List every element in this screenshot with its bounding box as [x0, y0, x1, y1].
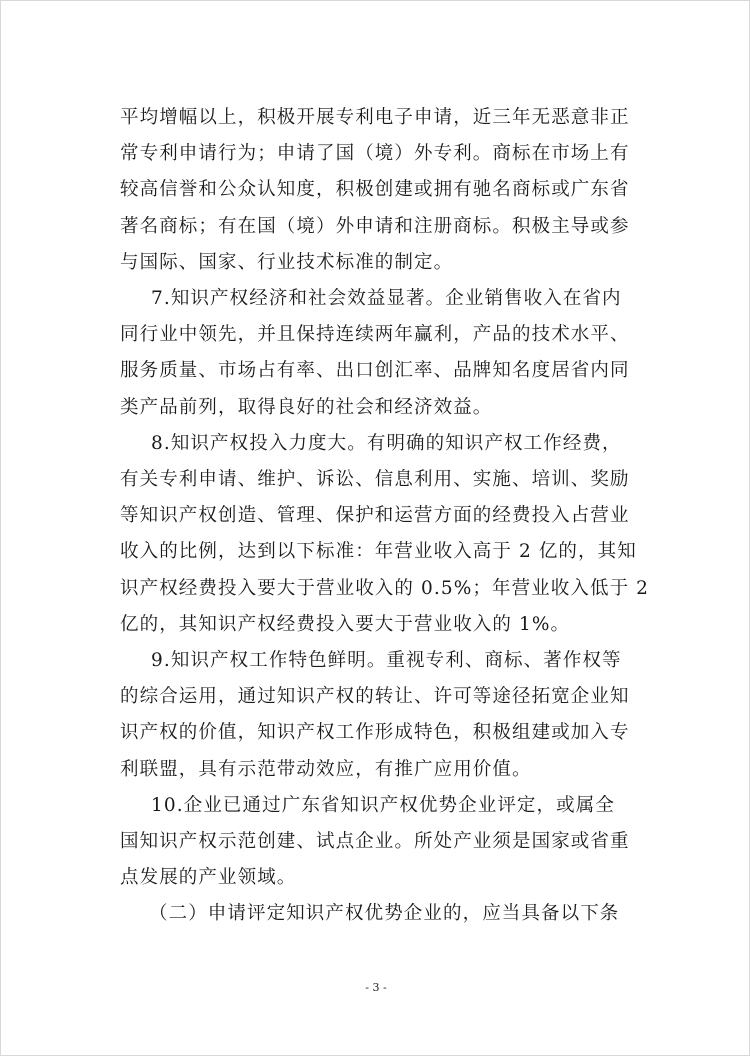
text-line: 识产权的价值，知识产权工作形成特色，积极组建或加入专	[120, 722, 630, 744]
text-line: 国知识产权示范创建、试点企业。所处产业须是国家或省重	[120, 831, 630, 852]
text-line: 服务质量、市场占有率、出口创汇率、品牌知名度居省内同	[120, 360, 630, 382]
text-line: 等知识产权创造、管理、保护和运营方面的经费投入占营业	[120, 505, 630, 527]
text-line: 类产品前列，取得良好的社会和经济效益。	[120, 396, 493, 418]
text-line: 有关专利申请、维护、诉讼、信息利用、实施、培训、奖励	[120, 469, 630, 490]
page-number: - 3 -	[365, 981, 387, 994]
text-line: 的综合运用，通过知识产权的转让、许可等途径拓宽企业知	[120, 686, 630, 708]
text-line: 收入的比例，达到以下标准：年营业收入高于 2 亿的，其知	[120, 541, 637, 563]
paragraph-7-heading: 7.知识产权经济和社会效益显著。企业销售收入在省内	[151, 288, 622, 309]
text-line: 点发展的产业领域。	[120, 867, 297, 889]
section-2-heading: （二）申请评定知识产权优势企业的，应当具备以下条	[149, 903, 620, 925]
paragraph-8-heading: 8.知识产权投入力度大。有明确的知识产权工作经费，	[151, 432, 622, 454]
text-line: 识产权经费投入要大于营业收入的 0.5%；年营业收入低于 2	[120, 577, 650, 599]
paragraph-9-heading: 9.知识产权工作特色鲜明。重视专利、商标、著作权等	[151, 650, 622, 671]
text-line: 平均增幅以上，积极开展专利电子申请，近三年无恶意非正	[120, 107, 630, 128]
paragraph-10-heading: 10.企业已通过广东省知识产权优势企业评定，或属全	[151, 794, 615, 816]
text-line: 与国际、国家、行业技术标准的制定。	[120, 251, 454, 273]
text-line: 同行业中领先，并且保持连续两年赢利，产品的技术水平、	[120, 324, 630, 346]
text-line: 亿的，其知识产权经费投入要大于营业收入的 1%。	[120, 613, 571, 635]
text-line: 利联盟，具有示范带动效应，有推广应用价值。	[120, 758, 532, 780]
text-line: 较高信誉和公众认知度，积极创建或拥有驰名商标或广东省	[120, 179, 630, 201]
text-line: 著名商标；有在国（境）外申请和注册商标。积极主导或参	[120, 215, 630, 237]
text-line: 常专利申请行为；申请了国（境）外专利。商标在市场上有	[120, 143, 630, 165]
